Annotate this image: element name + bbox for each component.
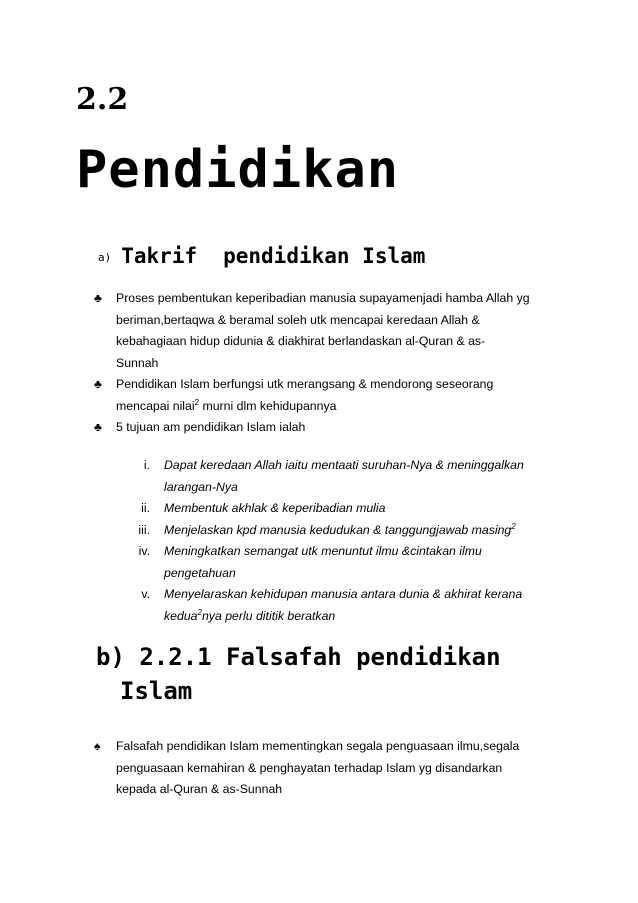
list-item-text: mencapai nilai	[116, 398, 195, 413]
superscript: 2	[197, 607, 202, 617]
section-number: 2.2	[76, 82, 129, 117]
list-item-line: Pendidikan Islam berfungsi utk merangsang & mendorong seseorang	[116, 377, 494, 391]
subheading-marker: a)	[98, 251, 112, 264]
list-item-line: beriman,bertaqwa & beramal soleh utk mencapai keredaan Allah &	[116, 312, 480, 327]
list-item	[120, 520, 580, 542]
list-number: v.	[141, 587, 150, 601]
list-item-line: kebahagiaan hidup didunia & diakhirat berlandaskan al-Quran & as-	[116, 334, 486, 348]
list-item-line: larangan-Nya	[164, 479, 238, 494]
club-bullet-icon: ♣	[94, 420, 102, 434]
list-item-line: Falsafah pendidikan Islam mementingkan segala penguasaan ilmu,segala	[116, 739, 520, 753]
club-bullet-icon: ♣	[94, 377, 102, 391]
list-item	[120, 455, 580, 498]
list-item-text: murni dlm kehidupannya	[199, 398, 337, 413]
list-number: iii.	[138, 522, 150, 537]
list-item-line: Membentuk akhlak & keperibadian mulia	[164, 501, 386, 515]
list-number: ii.	[141, 501, 150, 515]
spade-bullet-icon: ♠	[94, 739, 101, 753]
list-number: i.	[143, 458, 150, 472]
list-item-text: nya perlu dititik beratkan	[201, 608, 336, 623]
list-item-line: pengetahuan	[164, 565, 236, 580]
superscript: 2	[511, 521, 516, 531]
list-item	[120, 498, 580, 520]
tujuan-numbered-list	[120, 455, 580, 627]
subheading-falsafah	[96, 640, 566, 708]
list-item-line: Menyelaraskan kehidupan manusia antara dunia & akhirat kerana	[164, 587, 523, 601]
list-item-line: Meningkatkan semangat utk menuntut ilmu &cintakan ilmu	[164, 544, 482, 558]
list-item-line: Sunnah	[116, 355, 159, 370]
list-item	[94, 374, 584, 417]
list-item-text: kedua	[164, 608, 198, 623]
falsafah-bullet-list	[94, 736, 584, 801]
subheading-takrif	[98, 242, 425, 272]
list-item-line: Proses pembentukan keperibadian manusia supayamenjadi hamba Allah yg	[116, 291, 530, 305]
subheading-line: Islam	[120, 677, 193, 705]
list-item-text: Menjelaskan kpd manusia kedudukan & tanggungjawab masing	[164, 522, 512, 537]
list-number: iv.	[138, 544, 150, 558]
list-item	[94, 417, 584, 439]
list-item-line: Dapat keredaan Allah iaitu mentaati suruhan-Nya & meninggalkan	[164, 458, 524, 472]
list-item-line: penguasaan kemahiran & penghayatan terhadap Islam yg disandarkan	[116, 760, 503, 775]
subheading-word-takrif: Takrif	[121, 244, 198, 268]
section-title: Pendidikan	[76, 140, 400, 200]
list-item	[94, 736, 584, 801]
takrif-bullet-list	[94, 288, 584, 439]
list-item	[120, 584, 580, 627]
subheading-line: b) 2.2.1 Falsafah pendidikan	[96, 643, 501, 671]
superscript: 2	[194, 397, 200, 407]
subheading-word-rest: pendidikan Islam	[223, 244, 426, 268]
club-bullet-icon: ♣	[94, 291, 102, 305]
list-item	[120, 541, 580, 584]
list-item	[94, 288, 584, 374]
list-item-line: kepada al-Quran & as-Sunnah	[116, 782, 283, 796]
list-item-line: 5 tujuan am pendidikan Islam ialah	[116, 420, 306, 434]
